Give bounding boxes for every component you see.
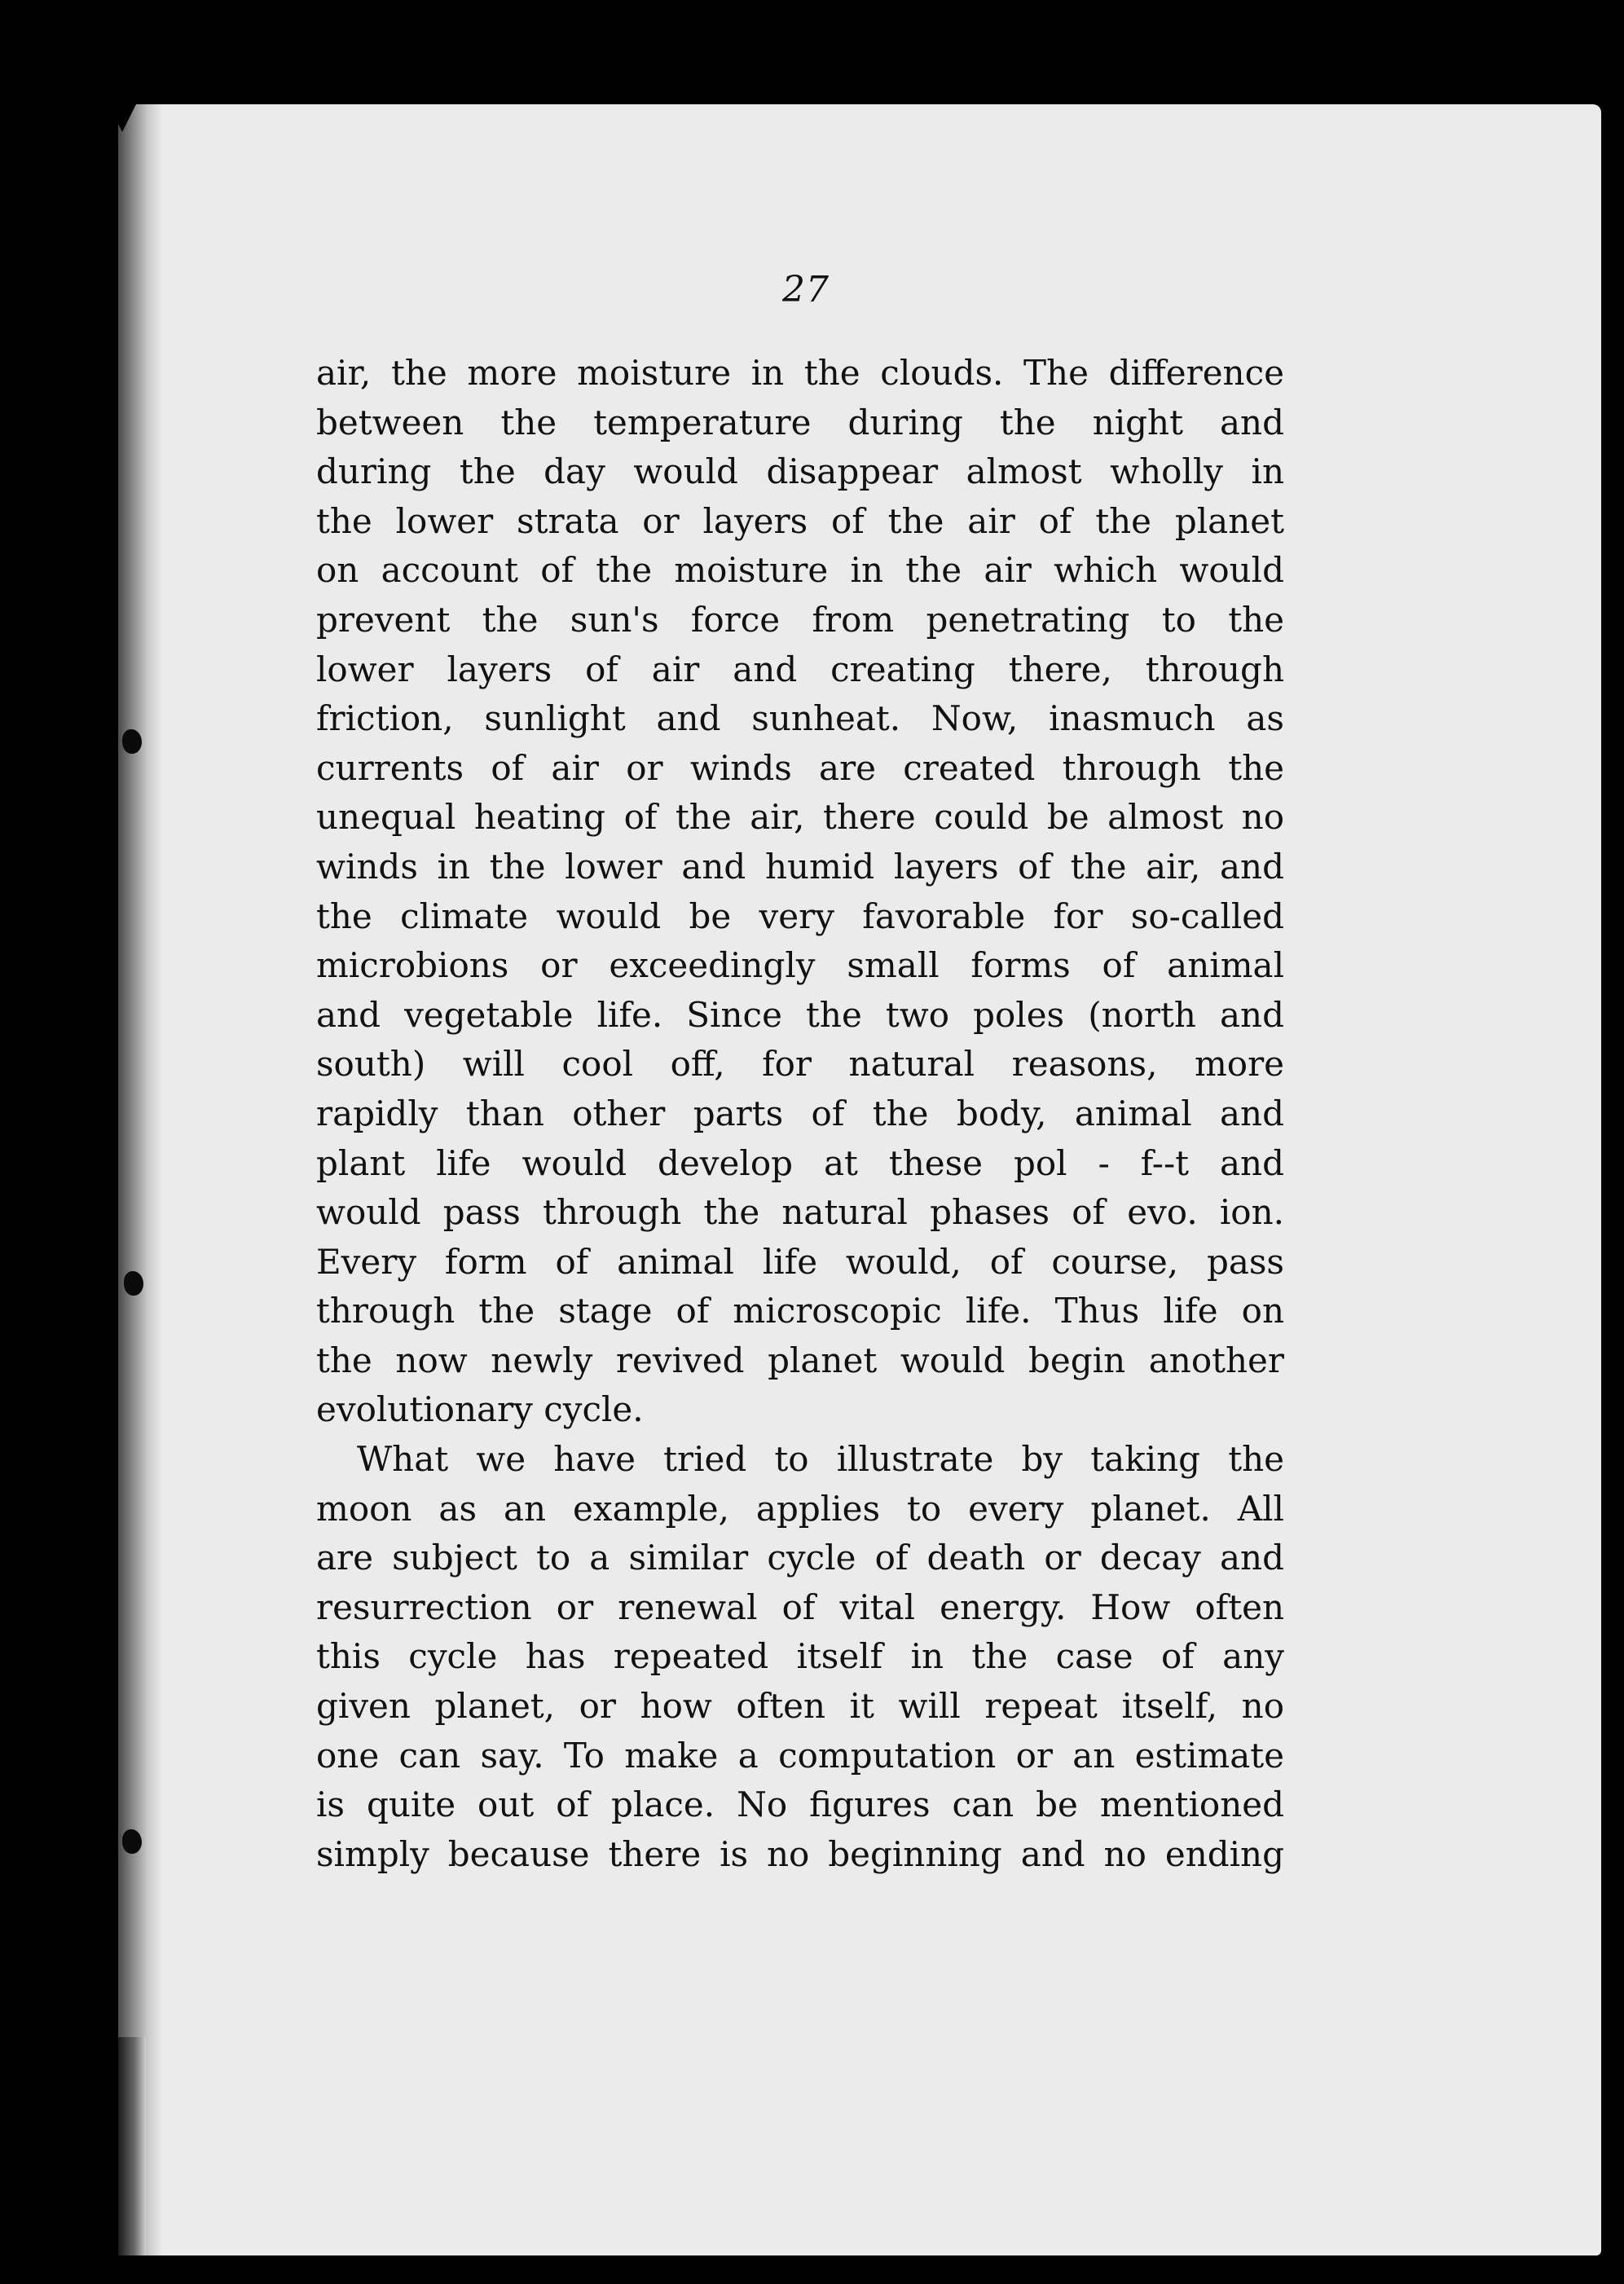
text-line: air, the more moisture in the clouds. The difference xyxy=(316,353,1284,393)
text-line: through the stage of microscopic life. Thus life on xyxy=(316,1291,1284,1331)
binding-gutter-shadow xyxy=(118,2037,146,2255)
binding-gutter xyxy=(118,104,161,2255)
corner-notch-mark xyxy=(104,96,140,132)
text-line: microbions or exceedingly small forms of animal xyxy=(316,945,1284,986)
body-text xyxy=(316,349,1284,1879)
text-line: this cycle has repeated itself in the case of any xyxy=(316,1636,1284,1677)
text-line: plant life would develop at these pol - f--t and xyxy=(316,1142,1284,1183)
text-line: between the temperature during the night and xyxy=(316,402,1284,442)
text-line: prevent the sun's force from penetrating to the xyxy=(316,599,1284,640)
binding-hole xyxy=(122,1829,142,1854)
text-line: would pass through the natural phases of evo. ion. xyxy=(316,1192,1284,1233)
text-line: winds in the lower and humid layers of the air, and xyxy=(316,846,1284,887)
text-line: rapidly than other parts of the body, animal and xyxy=(316,1093,1284,1133)
text-line: the now newly revived planet would begin another xyxy=(316,1340,1284,1380)
text-line: on account of the moisture in the air which would xyxy=(316,550,1284,591)
text-line: one can say. To make a computation or an estimate xyxy=(316,1735,1284,1776)
page-number: 27 xyxy=(782,269,830,310)
binding-hole xyxy=(122,729,142,754)
text-line: unequal heating of the air, there could be almost no xyxy=(316,797,1284,838)
text-line: Every form of animal life would, of course, pass xyxy=(316,1241,1284,1282)
text-line: currents of air or winds are created through the xyxy=(316,747,1284,788)
text-line: resurrection or renewal of vital energy. How often xyxy=(316,1586,1284,1627)
binding-hole xyxy=(124,1271,143,1296)
text-line: moon as an example, applies to every planet. All xyxy=(316,1488,1284,1529)
text-line: during the day would disappear almost wholly in xyxy=(316,451,1284,492)
text-line: the lower strata or layers of the air of the planet xyxy=(316,500,1284,541)
text-line: given planet, or how often it will repeat itself, no xyxy=(316,1686,1284,1727)
text-line: What we have tried to illustrate by taking the xyxy=(357,1439,1284,1480)
text-line: lower layers of air and creating there, through xyxy=(316,649,1284,689)
text-line: friction, sunlight and sunheat. Now, inasmuch as xyxy=(316,698,1284,739)
text-line: and vegetable life. Since the two poles (north and xyxy=(316,994,1284,1035)
text-line: are subject to a similar cycle of death or decay and xyxy=(316,1538,1284,1578)
text-line: is quite out of place. No figures can be mentioned xyxy=(316,1785,1284,1825)
text-line: simply because there is no beginning and no ending xyxy=(316,1833,1284,1874)
text-line: the climate would be very favorable for so-called xyxy=(316,896,1284,936)
text-line: south) will cool off, for natural reasons, more xyxy=(316,1044,1284,1085)
text-line: evolutionary cycle. xyxy=(316,1389,644,1430)
